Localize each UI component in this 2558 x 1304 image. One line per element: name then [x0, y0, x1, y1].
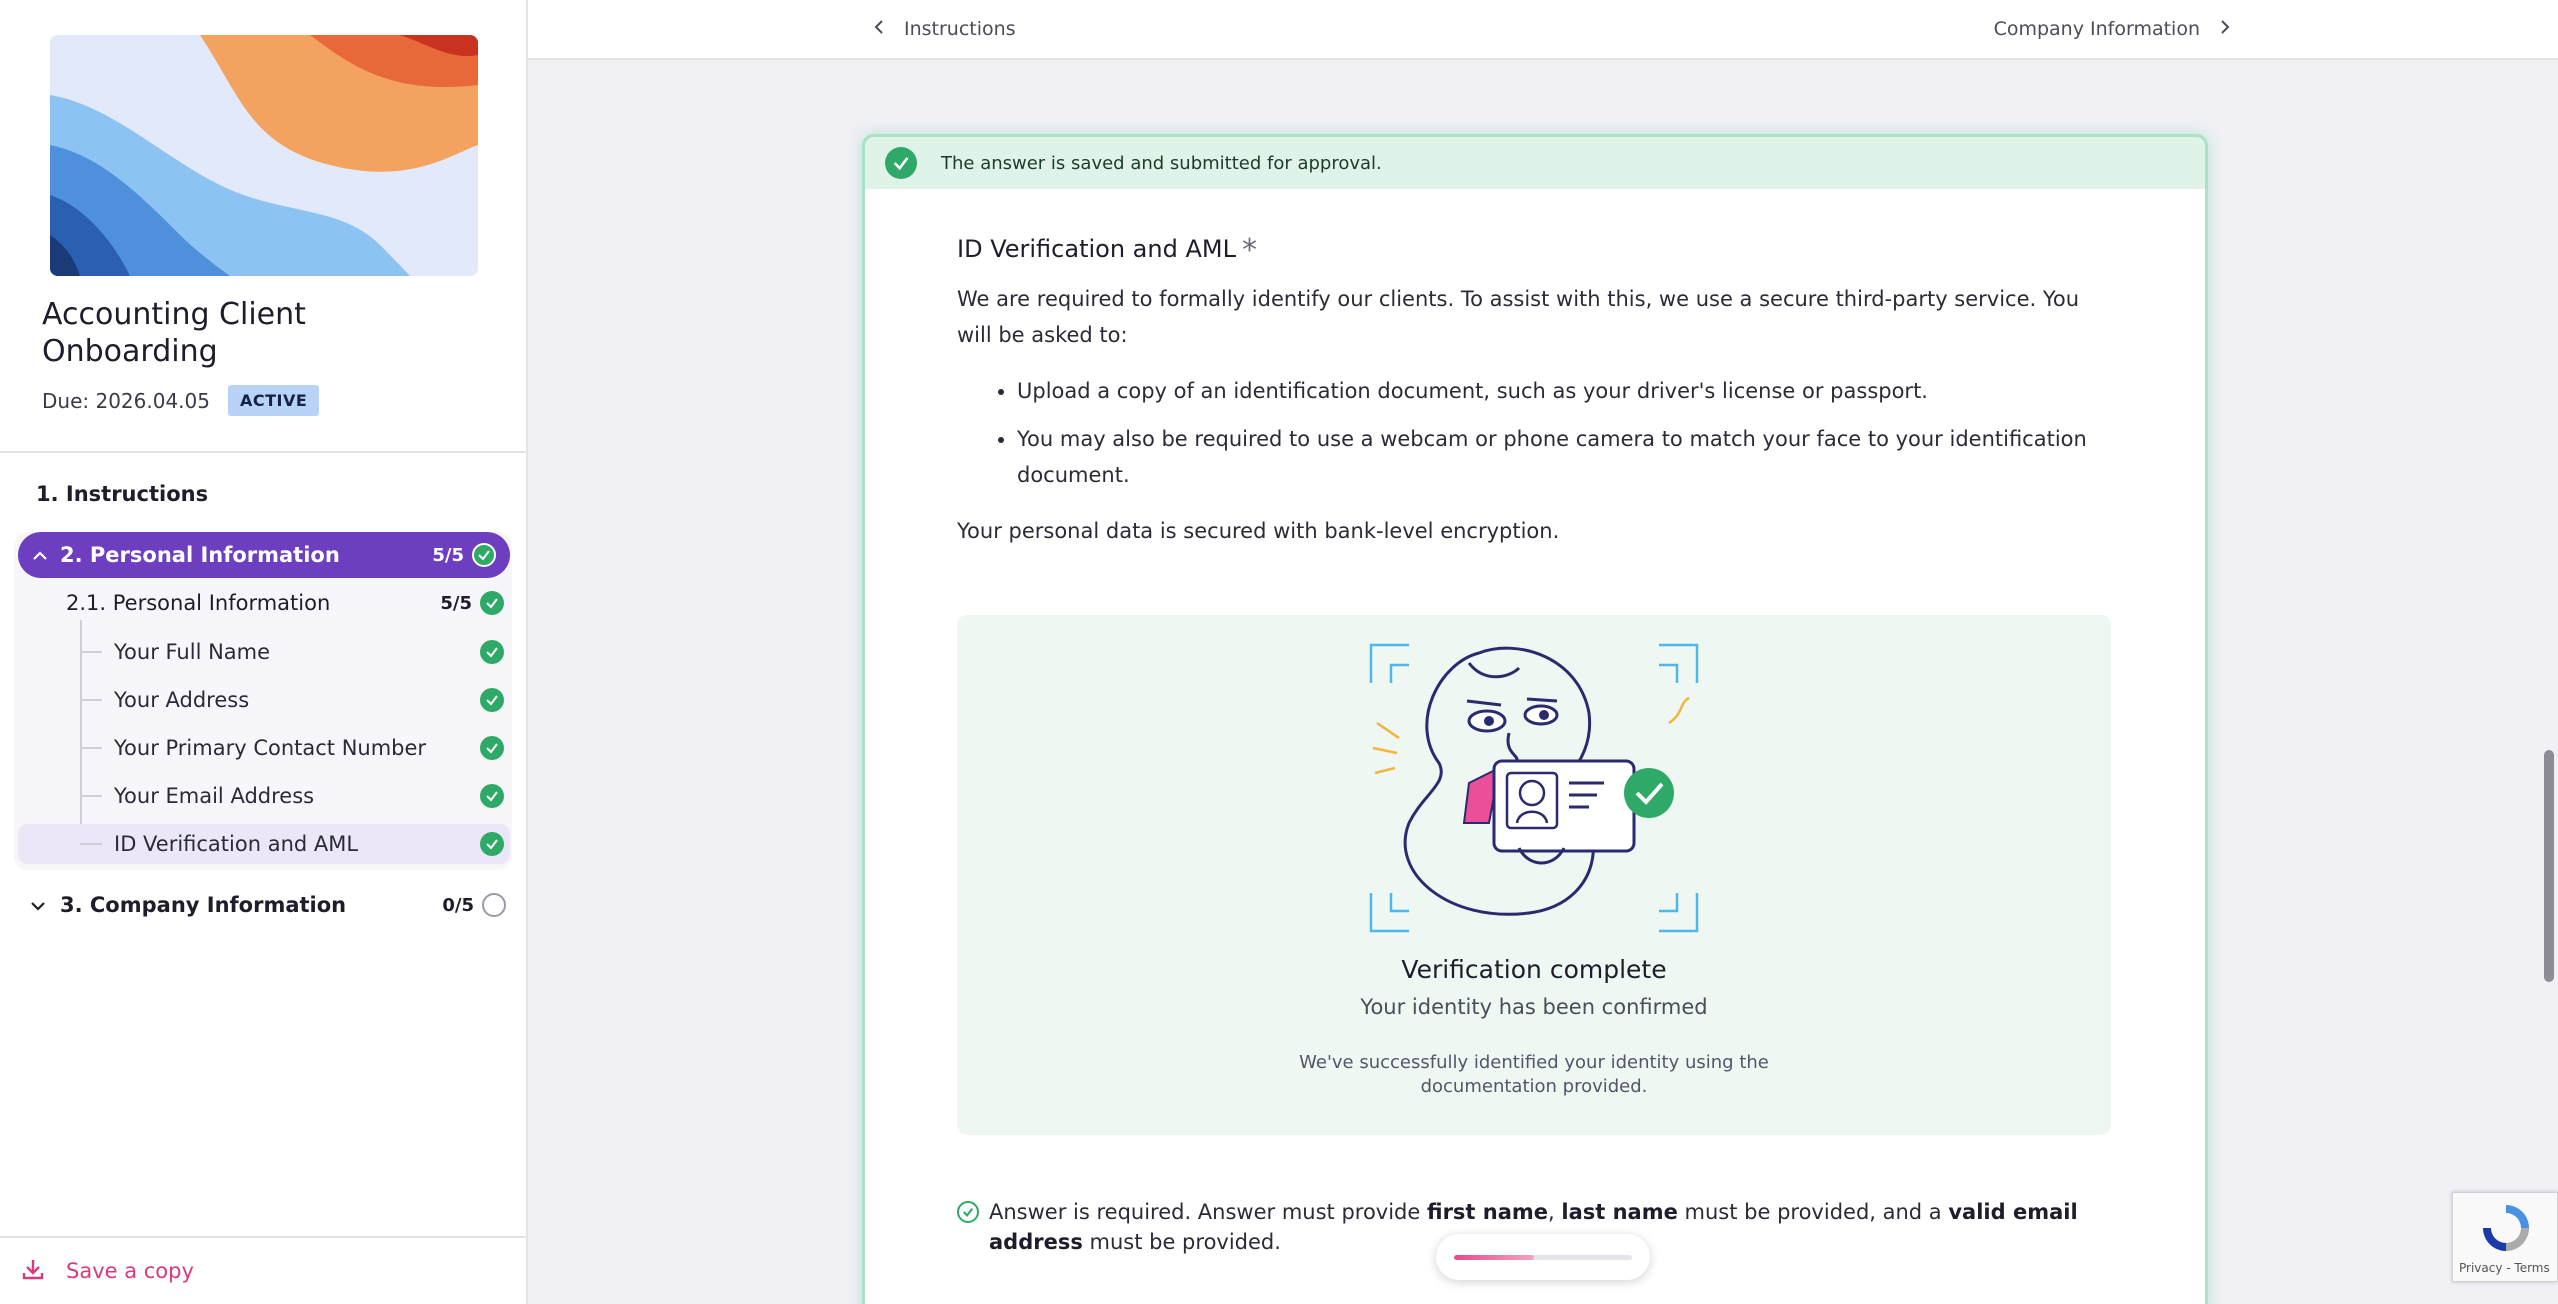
- download-icon: [22, 1258, 44, 1285]
- chevron-down-icon: [30, 895, 60, 916]
- save-copy-button[interactable]: [0, 1236, 526, 1304]
- question-card: [862, 134, 2208, 1304]
- question-title: [957, 233, 1257, 268]
- progress-track: [1454, 1255, 1632, 1260]
- check-circle-icon: [480, 784, 504, 808]
- nav-section-company-information[interactable]: [30, 890, 506, 920]
- id-verification-illustration: [1369, 643, 1699, 937]
- required-marker: *: [1241, 233, 1257, 268]
- due-row: [42, 385, 319, 416]
- nav-item-contact-number[interactable]: [80, 728, 504, 768]
- recaptcha-text[interactable]: Privacy - Terms: [2459, 1261, 2550, 1275]
- chevron-right-icon: [2220, 18, 2230, 40]
- recaptcha-badge[interactable]: [2452, 1192, 2558, 1282]
- req-text: ,: [1548, 1200, 1562, 1224]
- saved-banner-text: The answer is saved and submitted for approval.: [941, 152, 1382, 174]
- req-text: Answer is required. Answer must provide: [989, 1200, 1427, 1224]
- nav-section-count: 5/5: [432, 544, 464, 566]
- question-title-text: ID Verification and AML: [957, 235, 1236, 263]
- nav-section-instructions[interactable]: 1. Instructions: [36, 482, 209, 506]
- nav-item-label: Your Address: [114, 688, 250, 712]
- nav-item-email-address[interactable]: [80, 776, 504, 816]
- verification-title: Verification complete: [1401, 955, 1667, 984]
- scrollbar-thumb[interactable]: [2544, 750, 2554, 982]
- req-first-name: first name: [1427, 1200, 1549, 1224]
- tree-branch: [80, 747, 102, 749]
- nav-item-full-name[interactable]: [80, 632, 504, 672]
- list-item: • You may also be required to use a webcam or phone camera to match your face to your identification document.: [1017, 421, 2107, 493]
- requirements-list: [1017, 373, 2107, 493]
- status-badge: ACTIVE: [228, 385, 319, 416]
- progress-fill: [1454, 1255, 1534, 1260]
- check-circle-icon: [480, 591, 504, 615]
- nav-item-label: Your Primary Contact Number: [114, 736, 427, 760]
- nav-section-label: 2. Personal Information: [60, 543, 340, 567]
- next-section-label: Company Information: [1993, 18, 2200, 40]
- saved-banner: [865, 137, 2205, 189]
- check-circle-icon: [885, 147, 917, 179]
- nav-item-id-verification[interactable]: [18, 824, 510, 864]
- check-circle-icon: [472, 543, 496, 567]
- nav-section-count: 0/5: [442, 894, 474, 916]
- req-text: must be provided.: [1082, 1230, 1281, 1254]
- security-note: Your personal data is secured with bank-level encryption.: [957, 519, 1560, 543]
- verification-subtitle: Your identity has been confirmed: [1360, 995, 1708, 1019]
- nav-item-label: Your Email Address: [114, 784, 315, 808]
- tree-branch: [80, 651, 102, 653]
- verification-text: We've successfully identified your identity using the documentation provided.: [1299, 1052, 1769, 1097]
- req-valid-email: valid email address: [989, 1200, 2078, 1254]
- check-circle-icon: [480, 832, 504, 856]
- list-item: • Upload a copy of an identification document, such as your driver's license or passport.: [1017, 373, 2107, 409]
- tree-branch: [80, 843, 102, 845]
- question-description: [957, 281, 2107, 549]
- previous-section-link[interactable]: [874, 18, 1016, 40]
- recaptcha-icon: [2477, 1201, 2535, 1255]
- tree-branch: [80, 699, 102, 701]
- req-last-name: last name: [1561, 1200, 1678, 1224]
- nav-section-personal-information[interactable]: [18, 532, 510, 578]
- nav-item-label: ID Verification and AML: [114, 832, 359, 856]
- workflow-cover-image: [50, 35, 478, 276]
- next-section-link[interactable]: [1994, 18, 2230, 40]
- save-copy-label: Save a copy: [66, 1259, 194, 1283]
- nav-subsection-personal-information[interactable]: [66, 588, 504, 618]
- chevron-up-icon: [32, 545, 60, 566]
- nav-subsection-count: 5/5: [440, 592, 472, 614]
- check-circle-icon: [480, 640, 504, 664]
- nav-item-address[interactable]: [80, 680, 504, 720]
- intro-paragraph: We are required to formally identify our clients. To assist with this, we use a secure third-party service. You will be asked to:: [957, 287, 2080, 347]
- top-navigation: [528, 0, 2558, 60]
- sidebar: [0, 0, 528, 1304]
- empty-circle-icon: [482, 893, 506, 917]
- scrollbar[interactable]: [2540, 62, 2558, 1304]
- nav-subsection-label: 2.1. Personal Information: [66, 591, 331, 615]
- req-text: must be provided, and a: [1677, 1200, 1949, 1224]
- verification-panel: [957, 615, 2111, 1135]
- nav-item-label: Your Full Name: [114, 640, 271, 664]
- workflow-title: Accounting Client Onboarding: [42, 297, 306, 369]
- chevron-left-icon: [874, 18, 884, 40]
- previous-section-label: Instructions: [904, 18, 1016, 40]
- check-circle-icon: [480, 736, 504, 760]
- check-circle-icon: [480, 688, 504, 712]
- progress-indicator: [1436, 1234, 1650, 1280]
- due-date: Due: 2026.04.05: [42, 388, 210, 413]
- nav-section-label: 3. Company Information: [60, 893, 347, 917]
- tree-branch: [80, 795, 102, 797]
- sidebar-divider: [0, 451, 526, 453]
- check-circle-outline-icon: [957, 1201, 979, 1223]
